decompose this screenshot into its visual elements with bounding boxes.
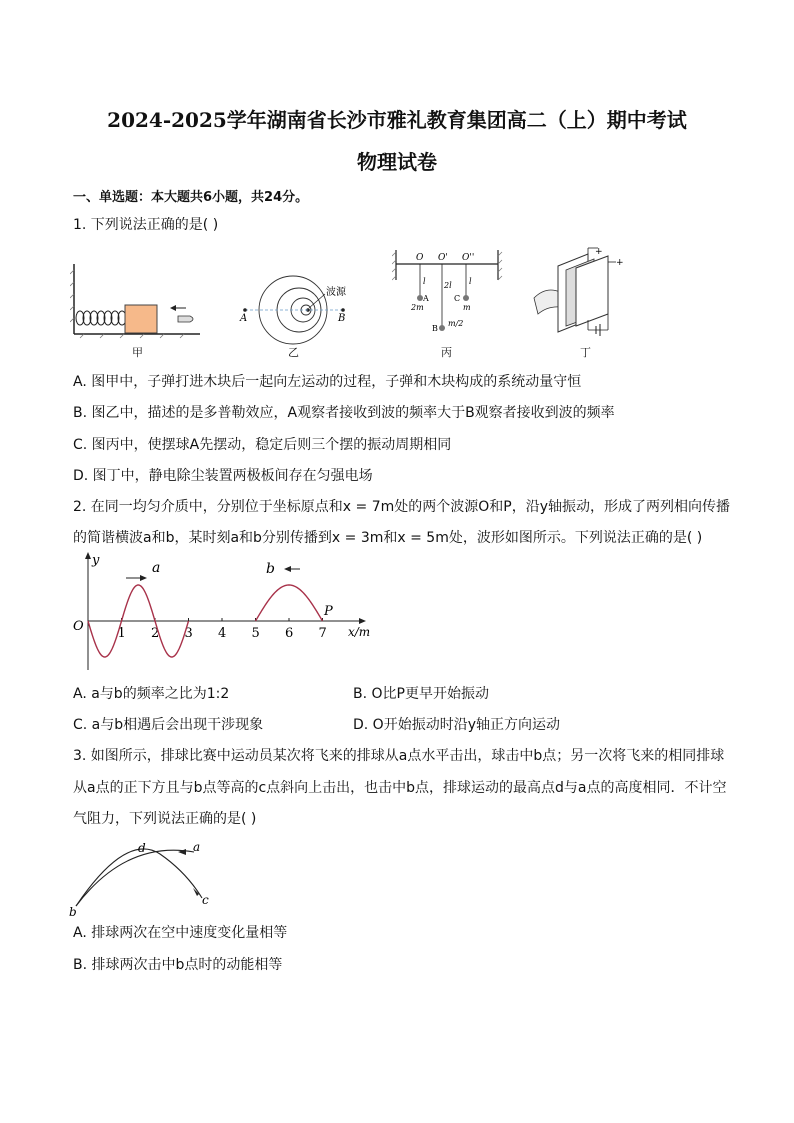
q3-stem-line2: 从a点的正下方且与b点等高的c点斜向上击出，也击中b点，排球运动的最高点d与a点的高度相同．不计空 bbox=[73, 780, 727, 796]
svg-text:A: A bbox=[423, 294, 429, 303]
x-tick-label-7: 7 bbox=[318, 626, 327, 641]
q1-option-c: C. 图丙中，使摆球A先摆动，稳定后则三个摆的振动周期相同 bbox=[73, 437, 452, 453]
x-tick-label-5: 5 bbox=[251, 626, 260, 641]
label-wave-b: b bbox=[266, 561, 275, 577]
q3-trajectory-figure bbox=[66, 838, 216, 918]
caption-bing: 丙 bbox=[441, 346, 452, 359]
svg-text:c: c bbox=[202, 893, 209, 907]
page-title: 2024-2025学年湖南省长沙市雅礼教育集团高二（上）期中考试 bbox=[107, 108, 687, 132]
label-A: A bbox=[240, 313, 248, 324]
svg-text:B: B bbox=[432, 324, 438, 333]
label-P: P bbox=[324, 604, 333, 619]
q2-stem-line1: 2. 在同一均匀介质中，分别位于坐标原点和x = 7m处的两个波源O和P，沿y轴振动，形成了两列相向传播 bbox=[73, 499, 731, 515]
label-B: B bbox=[338, 313, 346, 324]
svg-text:a: a bbox=[193, 840, 201, 854]
block-icon bbox=[125, 305, 157, 333]
y-axis-arrow bbox=[85, 552, 91, 559]
q3-stem-line1: 3. 如图所示，排球比赛中运动员某次将飞来的排球从a点水平击出，球击中b点；另一次将飞来的相同排球 bbox=[73, 748, 725, 764]
q1-option-a: A. 图甲中，子弹打进木块后一起向左运动的过程，子弹和木块构成的系统动量守恒 bbox=[73, 374, 582, 390]
x-tick-label-6: 6 bbox=[285, 626, 294, 641]
x-axis-arrow bbox=[359, 618, 366, 624]
x-tick-label-3: 3 bbox=[184, 626, 193, 641]
q1-option-b: B. 图乙中，描述的是多普勒效应，A观察者接收到波的频率大于B观察者接收到波的频率 bbox=[73, 405, 615, 421]
q1-figure-jia bbox=[70, 258, 205, 343]
q1-option-d: D. 图丁中，静电除尘装置两极板间存在匀强电场 bbox=[73, 468, 373, 484]
svg-text:C: C bbox=[454, 294, 461, 303]
q3-stem-line3: 气阻力，下列说法正确的是( ) bbox=[73, 811, 257, 827]
q3-option-b: B. 排球两次击中b点时的动能相等 bbox=[73, 957, 283, 973]
y-axis-label: y bbox=[92, 553, 100, 568]
trajectory-c-d-b bbox=[76, 849, 202, 906]
svg-text:+: + bbox=[595, 247, 603, 257]
label-wave-source: 波源 bbox=[326, 287, 346, 298]
svg-text:O': O' bbox=[438, 253, 448, 263]
svg-text:O: O bbox=[416, 253, 424, 263]
q2-stem-line2: 的简谐横波a和b，某时刻a和b分别传播到x = 3m和x = 5m处，波形如图所示。下列说法正确的是( ) bbox=[73, 530, 703, 546]
origin-label: O bbox=[73, 619, 84, 634]
q2-option-a: A. a与b的频率之比为1:2 bbox=[73, 686, 230, 702]
page-subtitle: 物理试卷 bbox=[357, 150, 437, 174]
q2-option-d: D. O开始振动时沿y轴正方向运动 bbox=[353, 717, 560, 733]
q1-figure-yi bbox=[235, 270, 365, 345]
q1-stem: 1. 下列说法正确的是( ) bbox=[73, 217, 219, 233]
arrow-b-head bbox=[284, 566, 291, 572]
x-tick-label-2: 2 bbox=[151, 626, 160, 641]
caption-yi: 乙 bbox=[288, 346, 299, 359]
q2-option-c: C. a与b相遇后会出现干涉现象 bbox=[73, 717, 264, 733]
bullet-icon bbox=[178, 316, 193, 322]
q2-option-b: B. O比P更早开始振动 bbox=[353, 686, 489, 702]
wave-b bbox=[256, 585, 323, 621]
svg-text:b: b bbox=[69, 905, 77, 918]
label-wave-a: a bbox=[152, 560, 161, 576]
svg-text:2l: 2l bbox=[444, 281, 452, 290]
svg-text:m/2: m/2 bbox=[448, 319, 464, 328]
svg-text:d: d bbox=[138, 841, 146, 855]
svg-text:l: l bbox=[469, 277, 472, 286]
q1-figure-bing bbox=[392, 250, 504, 342]
svg-text:2m: 2m bbox=[411, 303, 424, 312]
spring-icon bbox=[76, 311, 126, 325]
svg-text:+: + bbox=[616, 258, 624, 268]
svg-text:l: l bbox=[423, 277, 426, 286]
caption-jia: 甲 bbox=[132, 346, 143, 359]
caption-ding: 丁 bbox=[580, 346, 591, 359]
q1-figure-ding bbox=[532, 246, 627, 338]
arrow-a-head bbox=[140, 575, 147, 581]
svg-text:O'': O'' bbox=[462, 253, 475, 263]
trajectory-a-b bbox=[76, 850, 194, 906]
section-heading: 一、单选题：本大题共6小题，共24分。 bbox=[73, 190, 309, 205]
x-tick-label-4: 4 bbox=[218, 626, 227, 641]
svg-text:m: m bbox=[463, 303, 471, 312]
x-axis-label: x/m bbox=[348, 625, 371, 639]
q3-option-a: A. 排球两次在空中速度变化量相等 bbox=[73, 925, 288, 941]
x-tick-label-1: 1 bbox=[117, 626, 126, 641]
q2-wave-chart bbox=[70, 550, 380, 680]
